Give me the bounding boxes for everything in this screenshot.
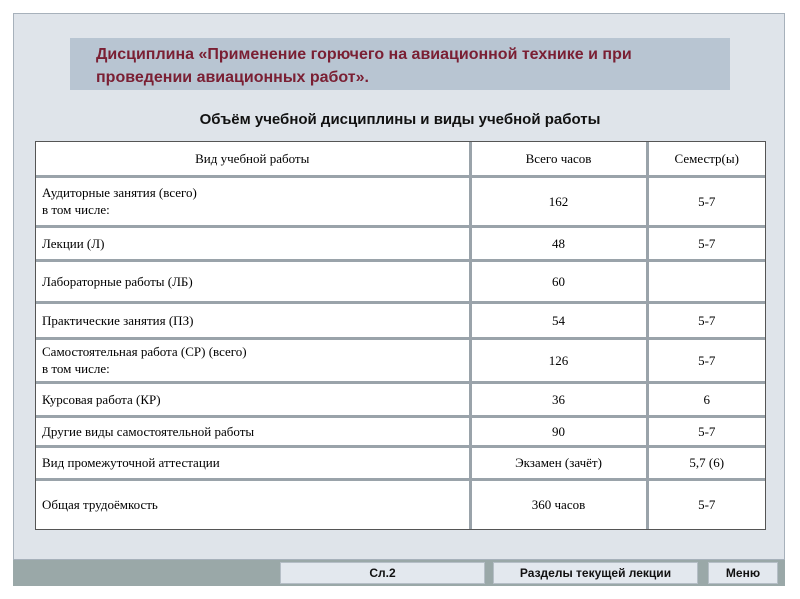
cell-hours: 90 — [470, 416, 647, 446]
cell-type-subline: в том числе: — [42, 202, 110, 217]
cell-semester: 5,7 (6) — [647, 446, 765, 479]
cell-hours: 360 часов — [470, 479, 647, 529]
table-row — [36, 226, 765, 260]
cell-type: Вид промежуточной аттестации — [36, 446, 470, 479]
table-header-row — [36, 142, 765, 176]
table-row — [36, 338, 765, 382]
cell-hours: Экзамен (зачёт) — [470, 446, 647, 479]
table-row — [36, 260, 765, 302]
table-row — [36, 479, 765, 529]
menu-button[interactable]: Меню — [708, 562, 778, 584]
cell-type-line: Самостоятельная работа (СР) (всего) — [42, 344, 247, 359]
cell-semester: 5-7 — [698, 497, 716, 513]
cell-hours: 36 — [470, 382, 647, 416]
cell-hours: 48 — [470, 226, 647, 260]
study-load-table — [35, 141, 766, 530]
sections-button[interactable]: Разделы текущей лекции — [493, 562, 698, 584]
table-row — [36, 446, 765, 479]
table-row — [36, 302, 765, 338]
cell-hours: 162 — [470, 176, 647, 226]
header-cell-hours: Всего часов — [470, 142, 647, 176]
cell-type: Лабораторные работы (ЛБ) — [36, 260, 470, 302]
cell-type — [36, 176, 470, 226]
cell-semester: 5-7 — [647, 338, 765, 382]
cell-semester: 5-7 — [647, 176, 765, 226]
cell-semester: 5-7 — [647, 302, 765, 338]
header-cell-semester: Семестр(ы) — [647, 142, 765, 176]
cell-type: Практические занятия (ПЗ) — [36, 302, 470, 338]
slide-number-button[interactable]: Сл.2 — [280, 562, 485, 584]
cell-hours: 60 — [470, 260, 647, 302]
cell-type: Курсовая работа (КР) — [36, 382, 470, 416]
cell-semester: 5-7 — [647, 226, 765, 260]
cell-type: Лекции (Л) — [36, 226, 470, 260]
cell-type: Общая трудоёмкость — [36, 479, 470, 529]
cell-semester: 6 — [647, 382, 765, 416]
cell-hours: 126 — [470, 338, 647, 382]
table-row — [36, 416, 765, 446]
cell-type: Другие виды самостоятельной работы — [36, 416, 470, 446]
header-cell-type: Вид учебной работы — [36, 142, 470, 176]
table-caption: Объём учебной дисциплины и виды учебной работы — [199, 111, 601, 128]
cell-semester — [647, 260, 765, 302]
table-row — [36, 382, 765, 416]
cell-hours: 54 — [470, 302, 647, 338]
cell-type — [36, 338, 470, 382]
cell-type-subline: в том числе: — [42, 361, 110, 376]
cell-type-line: Аудиторные занятия (всего) — [42, 185, 197, 200]
slide-title: Дисциплина «Применение горючего на авиационной технике и при проведении авиационных работ». — [70, 38, 730, 90]
cell-semester: 5-7 — [647, 416, 765, 446]
table-row — [36, 176, 765, 226]
